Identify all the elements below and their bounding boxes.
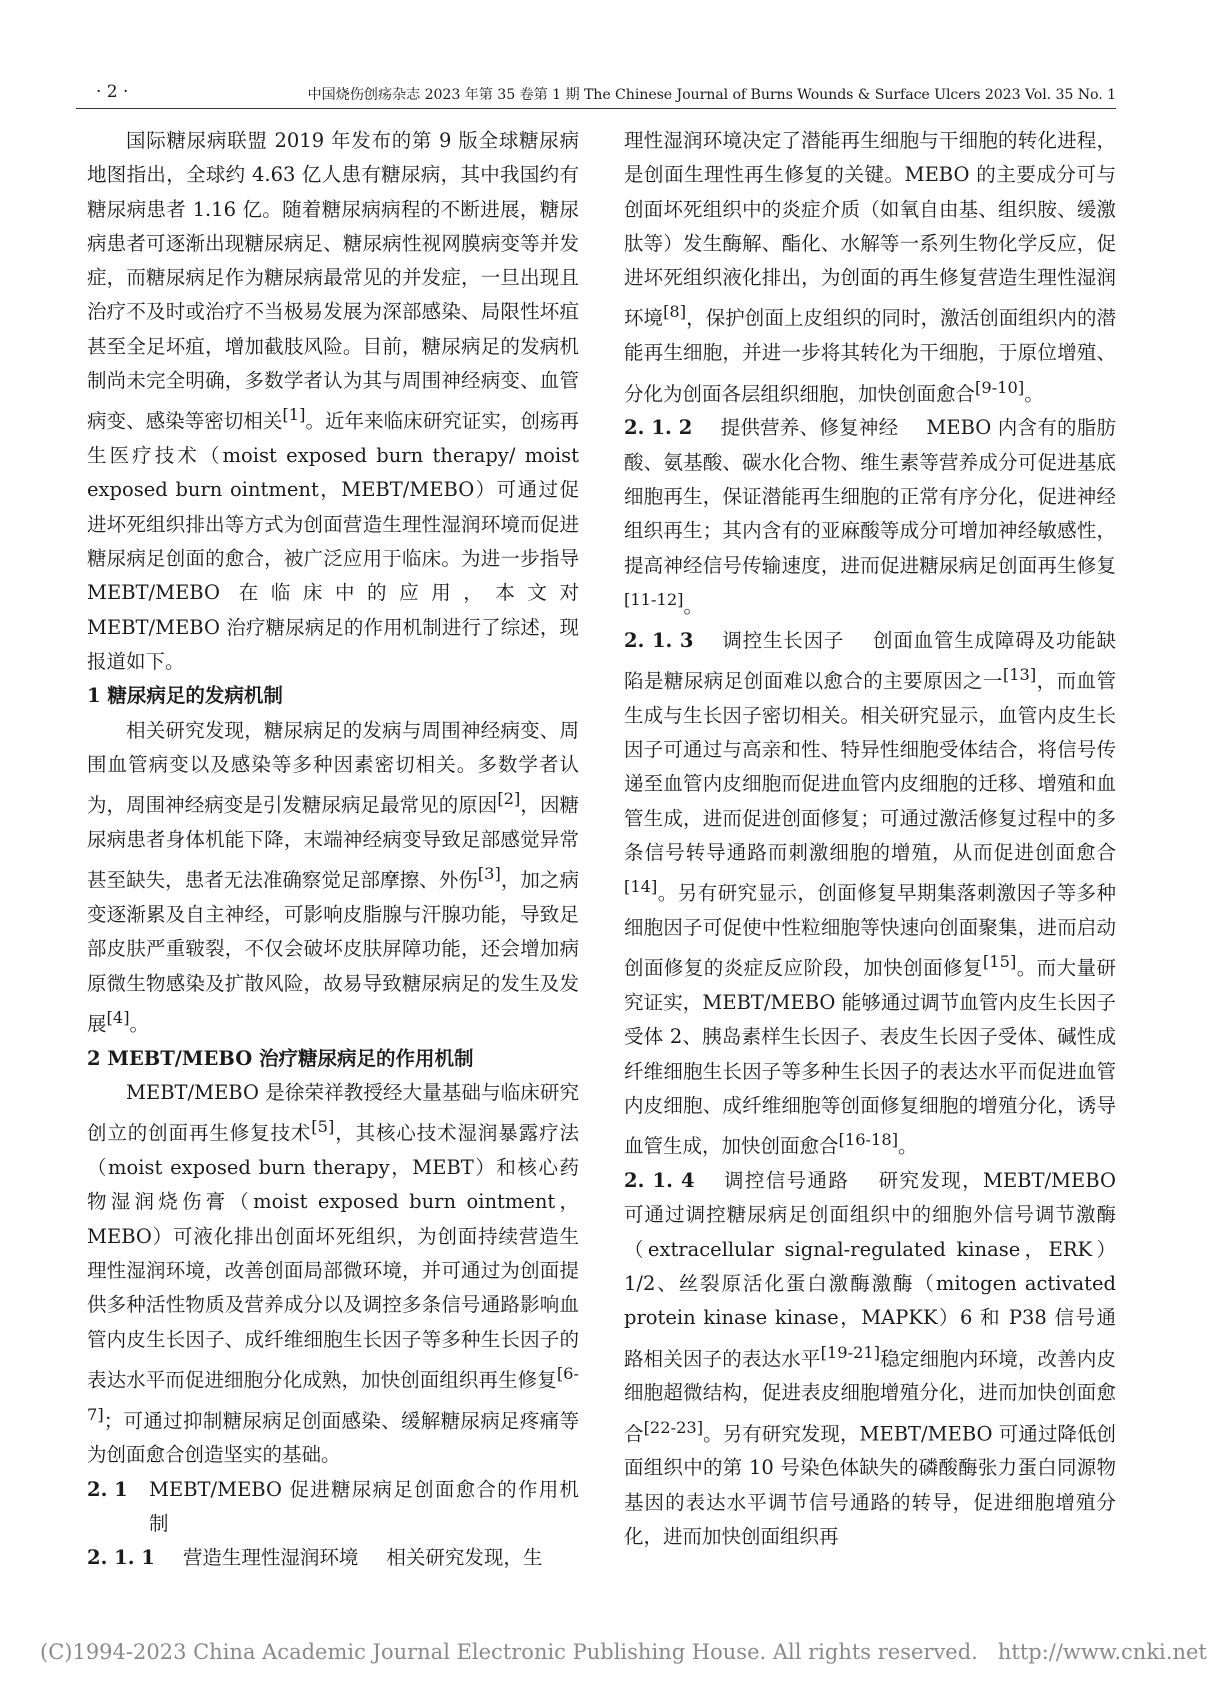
citation[interactable]: [16-18] bbox=[838, 1130, 899, 1150]
paragraph: MEBT/MEBO 是徐荣祥教授经大量基础与临床研究创立的创面再生修复技术[5]，其核心技术湿润暴露疗法（moist exposed burn therapy，MEBT）和核心药物湿润烧伤膏（moist exposed burn ointment，MEBO）可液化排出创面坏死组织，为创面持续营造生理性湿润环境，改善创面局部微环境，并可通过为创面提供多种活性物质及营养成分以及调控多条信号通路影响血管内皮生长因子、成纤维细胞生长因子等多种生长因子的表达水平而促进细胞分化成熟，加快创面组织再生修复[6-7]；可通过抑制糖尿病足创面感染、缓解糖尿病足疼痛等为创面愈合创造坚实的基础。 bbox=[87, 1081, 579, 1467]
section-heading-2: 2 MEBT/MEBO 治疗糖尿病足的作用机制 bbox=[87, 1046, 474, 1070]
citation[interactable]: [2] bbox=[497, 789, 521, 809]
citation[interactable]: [6-7] bbox=[87, 1363, 579, 1424]
section-heading-1: 1 糖尿病足的发病机制 bbox=[87, 684, 283, 708]
citation[interactable]: [1] bbox=[282, 405, 306, 425]
copyright-footer bbox=[40, 1640, 1207, 1664]
paragraph-continued: 理性湿润环境决定了潜能再生细胞与干细胞的转化进程，是创面生理性再生修复的关键。MEBO 的主要成分可与创面坏死组织中的炎症介质（如氧自由基、组织胺、缓激肽等）发生酶解、酯化、水解等一系列生物化学反应，促进坏死组织液化排出，为创面的再生修复营造生理性湿润环境[8]，保护创面上皮组织的同时，激活创面组织内的潜能再生细胞，并进一步将其转化为干细胞，于原位增殖、分化为创面各层组织细胞，加快创面愈合[9-10]。 bbox=[624, 129, 1116, 406]
subsubsection-2-1-1: 2. 1. 1 营造生理性湿润环境 相关研究发现，生 bbox=[87, 1546, 543, 1570]
paragraph: 相关研究发现，糖尿病足的发病与周围神经病变、周围血管病变以及感染等多种因素密切相关。多数学者认为，周围神经病变是引发糖尿病足最常见的原因[2]，因糖尿病患者身体机能下降，末端神经病变导致足部感觉异常甚至缺失，患者无法准确察觉足部摩擦、外伤[3]，加之病变逐渐累及自主神经，可影响皮脂腺与汗腺功能，导致足部皮肤严重皲裂，不仅会破坏皮肤屏障功能，还会增加病原微生物感染及扩散风险，故易导致糖尿病足的发生及发展[4]。 bbox=[87, 718, 579, 1036]
cnki-link[interactable]: http://www.cnki.net bbox=[997, 1640, 1207, 1664]
subsubsection-2-1-4: 2. 1. 4 调控信号通路 研究发现，MEBT/MEBO 可通过调控糖尿病足创面组织中的细胞外信号调节激酶（extracellular signal-regulated kinase，ERK）1/2、丝裂原活化蛋白激酶激酶（mitogen activated protein kinase kinase，MAPKK）6 和 P38 信号通路相关因子的表达水平[19-21]稳定细胞内环境，改善内皮细胞超微结构，促进表皮细胞增殖分化，进而加快创面愈合[22-23]。另有研究发现，MEBT/MEBO 可通过降低创面组织中的第 10 号染色体缺失的磷酸酶张力蛋白同源物基因的表达水平调节信号通路的转导，促进细胞增殖分化，进而加快创面组织再 bbox=[624, 1169, 1116, 1549]
running-header bbox=[76, 78, 1116, 109]
intro-paragraph: 国际糖尿病联盟 2019 年发布的第 9 版全球糖尿病地图指出，全球约 4.63 亿人患有糖尿病，其中我国约有糖尿病患者 1.16 亿。随着糖尿病病程的不断进展，糖尿病患者可逐渐出现糖尿病足、糖尿病性视网膜病变等并发症，而糖尿病足作为糖尿病最常见的并发症，一旦出现且治疗不及时或治疗不当极易发展为深部感染、局限性坏疽甚至全足坏疽，增加截肢风险。目前，糖尿病足的发病机制尚未完全明确，多数学者认为其与周围神经病变、血管病变、感染等密切相关[1]。近年来临床研究证实，创疡再生医疗技术（moist exposed burn therapy/ moist exposed burn ointment，MEBT/MEBO）可通过促进坏死组织排出等方式为创面营造生理性湿润环境而促进糖尿病足创面的愈合，被广泛应用于临床。为进一步指导 MEBT/MEBO 在临床中的应用，本文对 MEBT/MEBO 治疗糖尿病足的作用机制进行了综述，现报道如下。 bbox=[87, 129, 579, 673]
subsubsection-2-1-3: 2. 1. 3 调控生长因子 创面血管生成障碍及功能缺陷是糖尿病足创面难以愈合的主要原因之一[13]，而血管生成与生长因子密切相关。相关研究显示，血管内皮生长因子可通过与高亲和性、特异性细胞受体结合，将信号传递至血管内皮细胞而促进血管内皮细胞的迁移、增殖和血管生成，进而促进创面修复；可通过激活修复过程中的多条信号转导通路而刺激细胞的增殖，从而促进创面愈合[14]。另有研究显示，创面修复早期集落刺激因子等多种细胞因子可促使中性粒细胞等快速向创面聚集，进而启动创面修复的炎症反应阶段，加快创面修复[15]。而大量研究证实，MEBT/MEBO 能够通过调节血管内皮生长因子受体 2、胰岛素样生长因子、表皮生长因子受体、碱性成纤维细胞生长因子等多种生长因子的表达水平而促进血管内皮细胞、成纤维细胞等创面修复细胞的增殖分化，诱导血管生成，加快创面愈合[16-18]。 bbox=[624, 628, 1116, 1158]
page-number: · 2 · bbox=[96, 82, 129, 102]
copyright-text: (C)1994-2023 China Academic Journal Electronic Publishing House. All rights reserved. bbox=[40, 1640, 978, 1664]
citation[interactable]: [9-10] bbox=[975, 377, 1025, 397]
citation[interactable]: [8] bbox=[663, 302, 687, 322]
left-column bbox=[87, 124, 579, 1576]
citation[interactable]: [15] bbox=[982, 952, 1017, 972]
subsubsection-2-1-2: 2. 1. 2 提供营养、修复神经 MEBO 内含有的脂肪酸、氨基酸、碳水化合物、维生素等营养成分可促进基底细胞再生，保证潜能再生细胞的正常有序分化，促进神经组织再生；其内含有的亚麻酸等成分可增加神经敏感性，提高神经信号传输速度，进而促进糖尿病足创面再生修复[11-12]。 bbox=[624, 416, 1116, 618]
citation[interactable]: [22-23] bbox=[643, 1417, 704, 1437]
citation[interactable]: [5] bbox=[311, 1117, 335, 1137]
citation[interactable]: [3] bbox=[477, 864, 501, 884]
citation[interactable]: [14] bbox=[624, 877, 658, 897]
citation[interactable]: [19-21] bbox=[820, 1342, 881, 1362]
right-column bbox=[624, 124, 1116, 1554]
subsection-heading-2-1: 2. 1 MEBT/MEBO 促进糖尿病足创面愈合的作用机制 bbox=[87, 1477, 579, 1536]
citation[interactable]: [11-12] bbox=[624, 589, 684, 609]
journal-citation: 中国烧伤创疡杂志 2023 年第 35 卷第 1 期 The Chinese Journal of Burns Wounds & Surface Ulcers 2023 Vol. 35 No. 1 bbox=[307, 87, 1116, 103]
citation[interactable]: [4] bbox=[106, 1007, 130, 1027]
citation[interactable]: [13] bbox=[1002, 664, 1037, 684]
